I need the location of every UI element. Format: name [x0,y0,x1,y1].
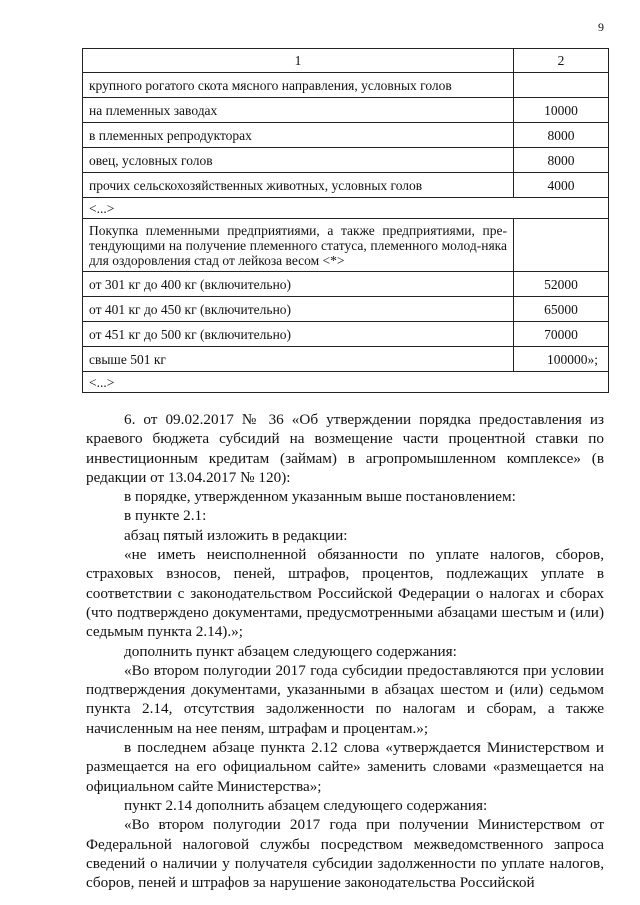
table-header-cell: 2 [514,49,609,73]
row-label: Покупка племенными предприятиями, а также предприятиями, пре-тендующими на получение племенного статуса, племенного молод-няка для оздоровления стад от лейкоза весом <*> [83,219,514,272]
row-label: от 301 кг до 400 кг (включительно) [83,272,514,297]
paragraph: абзац пятый изложить в редакции: [124,526,348,544]
table-row-ellipsis [83,372,609,393]
row-value: 52000 [514,272,609,297]
subsidy-rates-table [82,48,609,393]
paragraph: «Во втором полугодии 2017 года при получении Министерством от Федеральной налоговой службы посредством межведомственного запроса сведений о наличии у получателя субсидии задолженности по уплате налогов, сборов, пеней и штрафов за нарушение законодательства Российской [86,816,604,892]
row-label: от 401 кг до 450 кг (включительно) [83,297,514,322]
row-label: от 451 кг до 500 кг (включительно) [83,322,514,347]
paragraph: «не иметь неисполненной обязанности по уплате налогов, сборов, страховых взносов, пеней, штрафов, процентов, подлежащих уплате в соответствии с законодательством Российской Федерации о налогах и сборах (что подтверждено документами, предусмотренными абзацами шестым и (или) седьмым пункта 2.14).»; [86,546,604,641]
paragraph: в последнем абзаце пункта 2.12 слова «утверждается Министерством и размещается на его официальном сайте» заменить словами «размещается на официальном сайте Министерства»; [86,739,604,795]
paragraph: 6. от 09.02.2017 № 36 «Об утверждении порядка предоставления из краевого бюджета субсидий на возмещение части процентной ставки по инвестиционным кредитам (займам) в агропромышленном комплексе» (в редакции от 13.04.2017 № 120): [86,411,604,486]
row-label: прочих сельскохозяйственных животных, условных голов [83,173,514,198]
table-row [83,73,609,98]
table-header-cell: 1 [83,49,514,73]
paragraph: дополнить пункт абзацем следующего содержания: [124,642,457,660]
table-row [83,297,609,322]
table-row [83,347,609,372]
row-value: 8000 [514,123,609,148]
table-row [83,98,609,123]
row-value [514,219,609,272]
page-number: 9 [598,20,604,34]
table-row [83,219,609,272]
row-value: 100000»; [514,347,609,372]
table-row [83,123,609,148]
row-label: крупного рогатого скота мясного направления, условных голов [83,73,514,98]
table-row-ellipsis [83,198,609,219]
table-row [83,322,609,347]
row-value: 4000 [514,173,609,198]
paragraph: пункт 2.14 дополнить абзацем следующего содержания: [124,796,488,814]
amendment-text [86,410,604,892]
ellipsis-cell: <...> [83,372,609,393]
row-value: 10000 [514,98,609,123]
row-value: 70000 [514,322,609,347]
table-header-row [83,49,609,73]
row-value: 65000 [514,297,609,322]
row-value: 8000 [514,148,609,173]
table-row [83,148,609,173]
ellipsis-cell: <...> [83,198,609,219]
paragraph: «Во втором полугодии 2017 года субсидии предоставляются при условии подтверждения документами, указанными в абзацах шестом и (или) седьмом пункта 2.14, отсутствия задолженности по налогам и сборам, а также начисленным на нее пеням, штрафам и процентам.»; [86,661,604,737]
paragraph: в порядке, утвержденном указанным выше постановлением: [124,488,516,506]
row-label: овец, условных голов [83,148,514,173]
row-label: свыше 501 кг [83,347,514,372]
row-label: на племенных заводах [83,98,514,123]
table-row [83,173,609,198]
table-row [83,272,609,297]
row-label: в племенных репродукторах [83,123,514,148]
row-value [514,73,609,98]
paragraph: в пункте 2.1: [124,507,207,525]
